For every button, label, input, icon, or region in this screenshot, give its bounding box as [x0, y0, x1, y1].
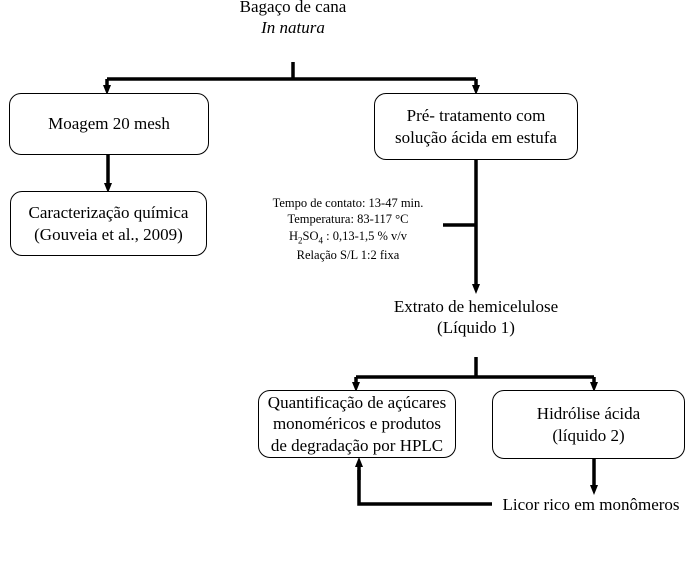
- extrato-label: [376, 296, 576, 339]
- source-label: [193, 0, 393, 39]
- box-hidro-line2: (líquido 2): [552, 425, 625, 445]
- condition-ratio: Relação S/L 1:2 fixa: [296, 247, 400, 262]
- licor-label: [496, 494, 686, 515]
- box-pre-line2: solução ácida em estufa: [395, 127, 557, 147]
- conditions-text: [258, 195, 438, 263]
- extrato-line1: Extrato de hemicelulose: [393, 297, 559, 316]
- box-caract-line2: (Gouveia et al., 2009): [34, 224, 183, 244]
- box-quantificacao: [258, 390, 456, 458]
- box-caract-line1: Caracterização química: [28, 203, 189, 223]
- condition-temp: Temperatura: 83-117 °C: [287, 212, 409, 227]
- source-title: Bagaço de cana: [239, 0, 347, 16]
- box-caracterizacao: [10, 191, 207, 256]
- box-pre-line1: Pré- tratamento com: [406, 106, 546, 126]
- return-line: [359, 470, 492, 504]
- box-hidrolise: [492, 390, 685, 459]
- licor-text: Licor rico em monômeros: [502, 495, 680, 514]
- box-hidro-line1: Hidrólise ácida: [536, 404, 641, 424]
- source-subtitle: In natura: [261, 18, 325, 38]
- box-moagem-label: Moagem 20 mesh: [48, 114, 170, 134]
- condition-acid: $H_2SO_4$ : 0,13-1,5 % v/v: [288, 228, 408, 245]
- condition-time: Tempo de contato: 13-47 min.: [272, 196, 424, 210]
- box-moagem: [9, 93, 209, 155]
- box-quant-line1: Quantificação de açúcares: [267, 393, 447, 413]
- box-quant-line3: de degradação por HPLC: [270, 435, 444, 455]
- box-pre-tratamento: [374, 93, 578, 160]
- extrato-line2: (Líquido 1): [437, 318, 515, 338]
- box-quant-line2: monoméricos e produtos: [272, 414, 442, 434]
